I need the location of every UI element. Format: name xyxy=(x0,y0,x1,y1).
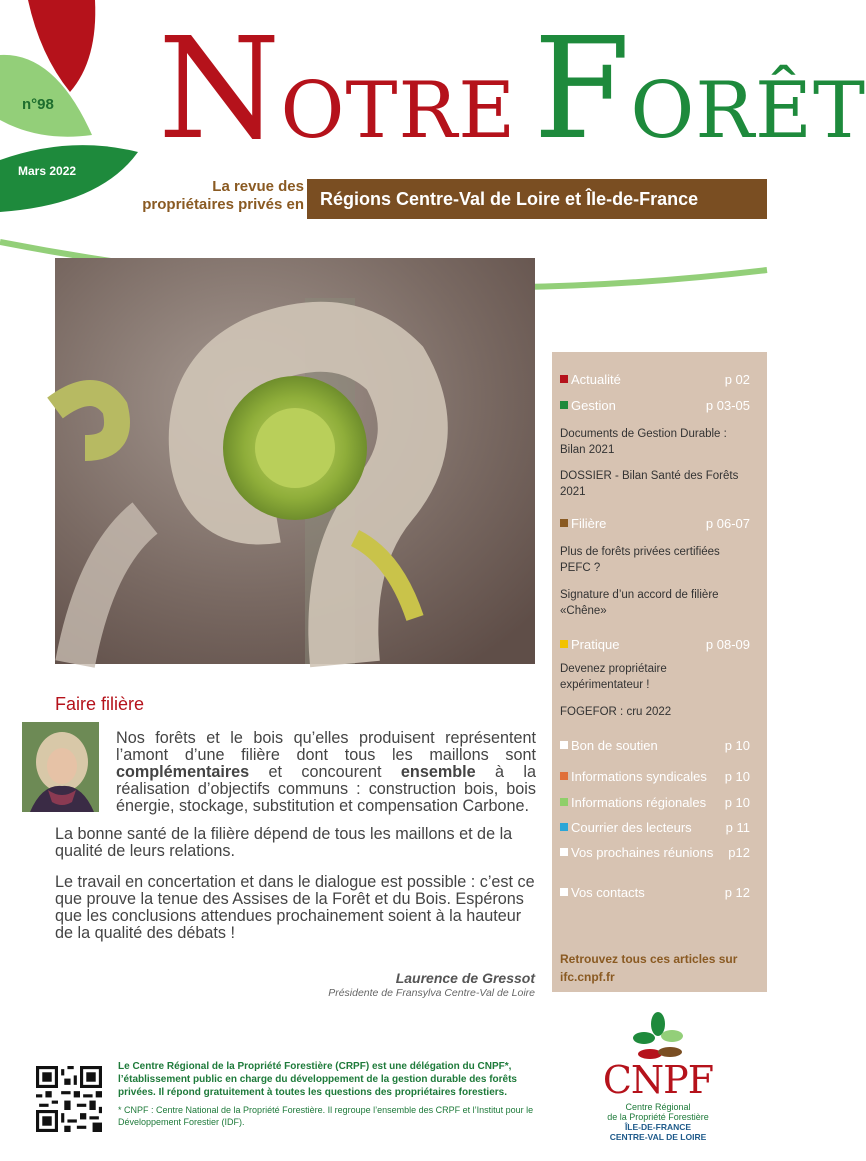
subtitle-line1: La revue des xyxy=(212,178,304,195)
masthead xyxy=(158,8,866,171)
toc-item[interactable]: Vos prochaines réunions p12 xyxy=(560,846,750,859)
editorial-paragraph-1: Nos forêts et le bois qu’elles produisent représentent l’amont d’une filière dont tous les maillons sont complémentaires et concourent ensemble à la réalisation d’objectifs communs : construction bois, bois énergie, stockage, substitution et compensation Carbone. xyxy=(116,729,536,815)
toc-item[interactable]: Pratique p 08-09 xyxy=(560,637,750,652)
website-link[interactable]: ifc.cnpf.fr xyxy=(560,970,615,984)
logo-name: CNPF xyxy=(602,1058,714,1102)
subtitle xyxy=(120,178,304,214)
toc-item[interactable]: Filière p 06-07 xyxy=(560,516,750,531)
logo-line4: CENTRE-VAL DE LOIRE xyxy=(609,1132,707,1142)
regions-banner: Régions Centre-Val de Loire et Île-de-France xyxy=(307,179,767,219)
masthead-title xyxy=(158,8,866,171)
cnpf-logo xyxy=(598,1012,718,1142)
signature-role: Présidente de Fransylva Centre-Val de Loire xyxy=(328,987,535,999)
square-icon xyxy=(560,798,568,806)
subtitle-line2: propriétaires privés en xyxy=(142,196,304,213)
toc-item[interactable]: Informations syndicales p 10 xyxy=(560,769,750,784)
square-icon xyxy=(560,888,568,896)
editorial-paragraph-2: La bonne santé de la filière dépend de tous les maillons et de la qualité de leurs relations. xyxy=(55,825,513,860)
toc-subitem[interactable]: Plus de forêts privées certifiées PEFC ? xyxy=(560,546,720,574)
square-icon xyxy=(560,401,568,409)
editorial-title: Faire filière xyxy=(55,694,145,714)
cnpf-footnote: * CNPF : Centre National de la Propriété Forestière. Il regroupe l’ensemble des CRPF et l’Institut pour le Développement Forestier (IDF). xyxy=(118,1105,534,1127)
square-icon xyxy=(560,823,568,831)
square-icon xyxy=(560,772,568,780)
title-foret-rest: ORÊT xyxy=(630,66,866,156)
website-note-line1: Retrouvez tous ces articles sur xyxy=(560,952,738,966)
table-of-contents xyxy=(552,352,767,992)
square-icon xyxy=(560,848,568,856)
toc-subitem[interactable]: DOSSIER - Bilan Santé des Forêts 2021 xyxy=(560,470,739,498)
toc-item[interactable]: Actualité p 02 xyxy=(560,372,750,387)
logo-line3: ÎLE-DE-FRANCE xyxy=(624,1122,692,1132)
title-notre-initial: N xyxy=(158,8,281,171)
logo-line2: de la Propriété Forestière xyxy=(607,1112,709,1122)
toc-item[interactable]: Informations régionales p 10 xyxy=(560,795,750,810)
qr-code[interactable] xyxy=(36,1066,102,1132)
editorial-paragraph-3: Le travail en concertation et dans le dialogue est possible : c’est ce que prouve la tenue des Assises de la Forêt et du Bois. Espérons que les conclusions attendues prochainement soient à la hauteur de la qualité des débats ! xyxy=(55,873,535,942)
toc-subitem[interactable]: Documents de Gestion Durable : Bilan 2021 xyxy=(560,428,727,456)
toc-item[interactable]: Bon de soutien p 10 xyxy=(560,738,750,753)
toc-subitem[interactable]: FOGEFOR : cru 2022 xyxy=(560,706,672,718)
author-portrait xyxy=(22,722,99,812)
toc-subitem[interactable]: Signature d’un accord de filière «Chêne» xyxy=(560,589,719,617)
square-icon xyxy=(560,741,568,749)
toc-subitem[interactable]: Devenez propriétaire expérimentateur ! xyxy=(560,663,667,691)
toc-item[interactable]: Vos contacts p 12 xyxy=(560,885,750,900)
fern-photo xyxy=(55,258,535,664)
toc-item[interactable]: Gestion p 03-05 xyxy=(560,398,750,413)
title-foret-initial: F xyxy=(533,8,631,171)
issue-date: Mars 2022 xyxy=(18,164,77,178)
website-note xyxy=(560,950,760,986)
square-icon xyxy=(560,375,568,383)
toc-item[interactable]: Courrier des lecteurs p 11 xyxy=(560,820,750,835)
crpf-description: Le Centre Régional de la Propriété Forestière (CRPF) est une délégation du CNPF*, l’établissement public en charge du développement de la gestion durable des forêts privées. Il répond gratuitement à toutes les questions des propriétaires forestiers. xyxy=(118,1061,517,1098)
logo-line1: Centre Régional xyxy=(625,1102,691,1112)
title-notre-rest: OTRE xyxy=(280,66,517,156)
square-icon xyxy=(560,519,568,527)
signature-name: Laurence de Gressot xyxy=(395,970,535,986)
issue-number: n°98 xyxy=(22,96,54,113)
square-icon xyxy=(560,640,568,648)
